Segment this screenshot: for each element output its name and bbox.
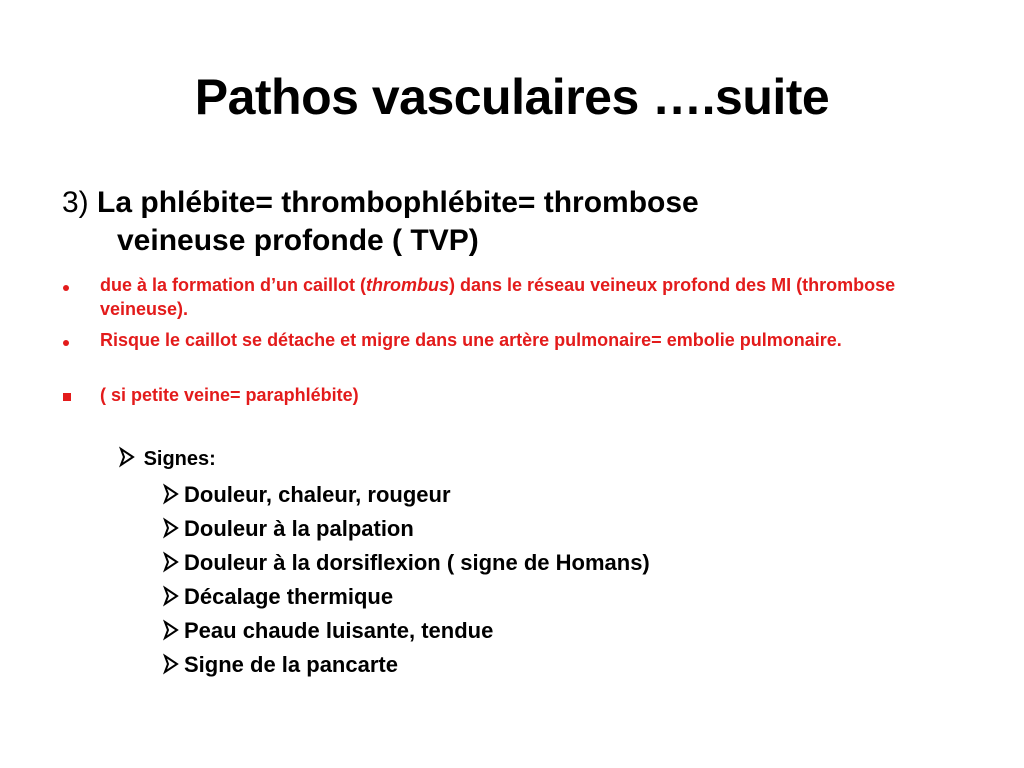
arrow-bullet-icon bbox=[116, 446, 138, 468]
arrow-bullet-icon bbox=[160, 517, 182, 539]
section-heading-line2: veineuse profonde ( TVP) bbox=[117, 224, 479, 257]
sign-text: Douleur, chaleur, rougeur bbox=[184, 482, 451, 507]
sign-text: Douleur à la dorsiflexion ( signe de Homans) bbox=[184, 550, 650, 575]
section-heading-line1: La phlébite= thrombophlébite= thrombose bbox=[97, 186, 699, 219]
sign-text: Décalage thermique bbox=[184, 584, 394, 609]
list-item bbox=[160, 580, 650, 614]
round-bullet-icon bbox=[62, 328, 69, 352]
sign-text: Signe de la pancarte bbox=[184, 652, 398, 677]
arrow-bullet-icon bbox=[160, 585, 182, 607]
bullet-cause-text: due à la formation d’un caillot (thrombus) dans le réseau veineux profond des MI (thrombose veineuse). bbox=[100, 275, 896, 319]
signes-label: Signes: bbox=[143, 448, 216, 470]
sign-text: Douleur à la palpation bbox=[184, 516, 414, 541]
bullet-risk bbox=[62, 328, 972, 352]
arrow-bullet-icon bbox=[160, 483, 182, 505]
bullet-paraphlebite bbox=[62, 383, 972, 407]
section-heading bbox=[62, 184, 962, 260]
bullet-cause bbox=[62, 273, 972, 321]
sign-text: Peau chaude luisante, tendue bbox=[184, 618, 494, 643]
list-item bbox=[160, 614, 650, 648]
list-item bbox=[160, 546, 650, 580]
list-item bbox=[160, 648, 650, 682]
signs-list bbox=[160, 478, 650, 682]
square-bullet-icon bbox=[62, 383, 71, 407]
thrombus-term: thrombus bbox=[366, 275, 450, 295]
bullet-paraphlebite-text: ( si petite veine= paraphlébite) bbox=[100, 385, 359, 405]
bullet-risk-text: Risque le caillot se détache et migre dans une artère pulmonaire= embolie pulmonaire. bbox=[100, 330, 842, 350]
arrow-bullet-icon bbox=[160, 551, 182, 573]
list-item bbox=[160, 478, 650, 512]
list-item bbox=[160, 512, 650, 546]
arrow-bullet-icon bbox=[160, 653, 182, 675]
signes-heading bbox=[116, 444, 216, 474]
slide-title: Pathos vasculaires ….suite bbox=[194, 69, 830, 125]
section-number: 3) bbox=[62, 186, 89, 219]
arrow-bullet-icon bbox=[160, 619, 182, 641]
round-bullet-icon bbox=[62, 273, 69, 297]
